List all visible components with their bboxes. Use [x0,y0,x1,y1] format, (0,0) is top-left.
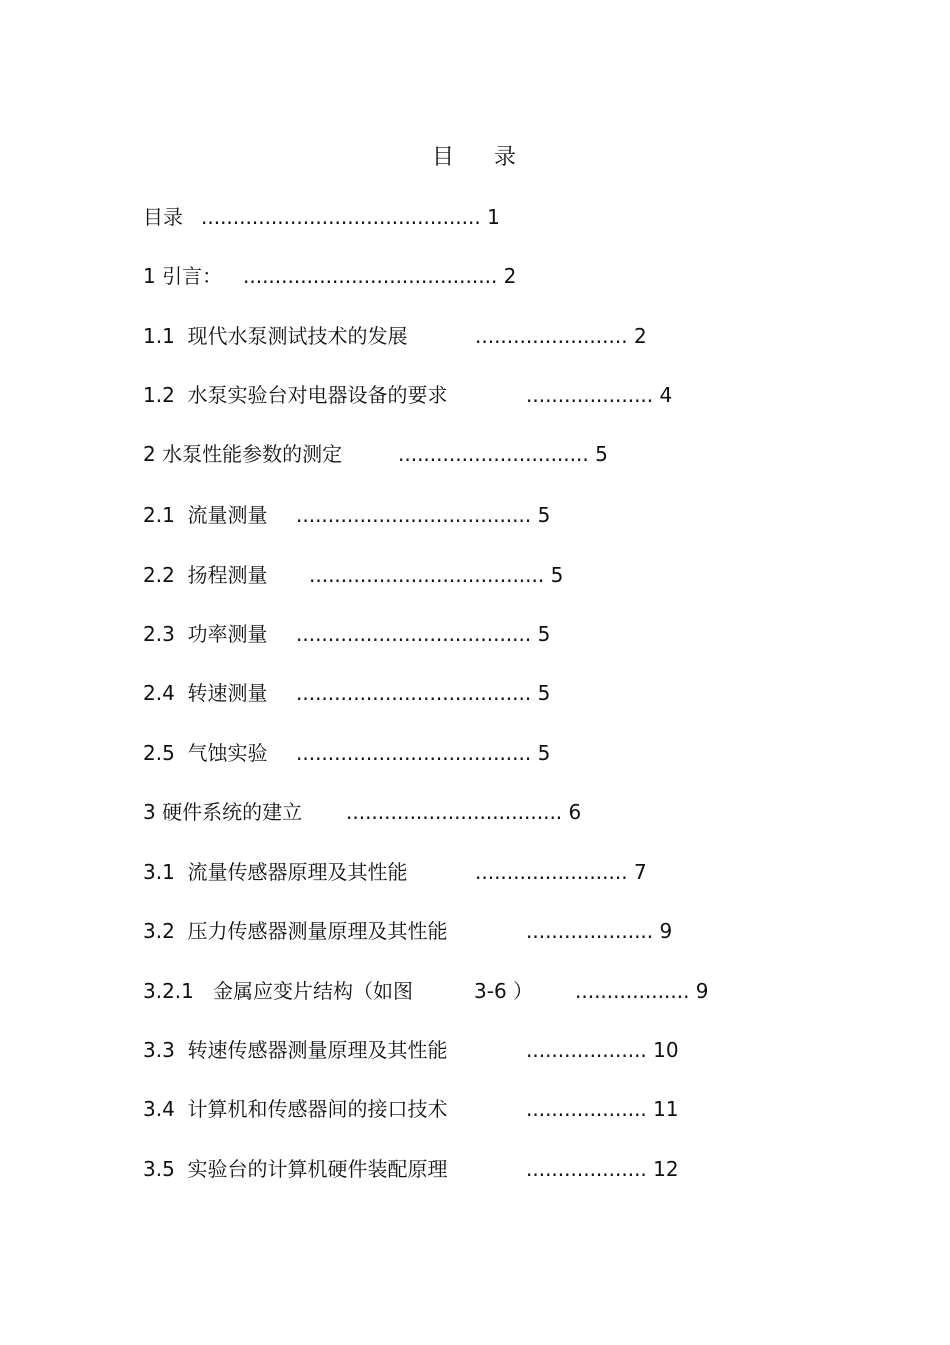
toc-entry-number: 3.4 [143,1097,175,1121]
page-title-left: 目 [431,145,456,170]
toc-entry-3-1[interactable] [143,857,647,887]
toc-entry-page: 11 [653,1097,679,1121]
toc-entry-number: 2.5 [143,741,175,765]
toc-entry-page: 7 [633,860,647,884]
toc-entry-number: 3.2 [143,919,175,943]
toc-entry-2-3[interactable] [143,619,551,649]
toc-entry-title: 实验台的计算机硬件装配原理 [187,1157,448,1181]
toc-entry-number: 2 [143,442,156,466]
toc-entry-page: 5 [550,563,564,587]
toc-entry-contents[interactable] [143,202,500,232]
toc-entry-title: 流量传感器原理及其性能 [187,860,408,884]
toc-entry-page: 2 [633,324,647,348]
toc-entry-number: 2.3 [143,622,175,646]
toc-entry-title: 金属应变片结构（如图 [212,979,413,1003]
toc-entry-title: 气蚀实验 [187,741,268,765]
toc-entry-leader-and-page: ............................................ 1 [201,205,500,229]
page-title-right: 录 [494,145,519,170]
toc-entry-title: 计算机和传感器间的接口技术 [187,1097,448,1121]
toc-entry-number: 1 [143,264,156,288]
toc-entry-title: 引言： [162,264,223,288]
toc-entry-leader-and-page: .................. 9 [575,979,709,1003]
toc-entry-number: 3.3 [143,1038,175,1062]
toc-entry-page: 6 [568,800,582,824]
toc-entry-leader-and-page: ..................................... 5 [309,563,564,587]
toc-entry-page: 5 [537,681,551,705]
toc-entry-3[interactable] [143,797,582,827]
toc-entry-leader-and-page: ..................................... 5 [296,622,551,646]
toc-entry-title: 功率测量 [187,622,268,646]
toc-entry-page: 5 [595,442,608,466]
toc-entry-page: 2 [503,264,517,288]
toc-entry-2-1[interactable] [143,500,551,530]
toc-entry-leader-and-page: .............................. 5 [398,442,608,466]
toc-entry-title: 水泵性能参数的测定 [162,442,343,466]
toc-entry-leader-and-page: ..................................... 5 [296,681,551,705]
toc-entry-number: 3.5 [143,1157,175,1181]
toc-entry-leader-and-page: .................................. 6 [346,800,582,824]
toc-entry-number: 2.4 [143,681,175,705]
toc-entry-2[interactable] [143,439,608,469]
toc-entry-page: 4 [659,383,673,407]
toc-entry-page: 9 [695,979,709,1003]
toc-entry-number: 3.1 [143,860,175,884]
toc-entry-1-1[interactable] [143,321,647,351]
toc-entry-number: 3 [143,800,156,824]
toc-entry-page: 12 [653,1157,679,1181]
toc-entry-1[interactable] [143,261,517,291]
toc-entry-leader-and-page: ................... 10 [526,1038,679,1062]
toc-entry-2-4[interactable] [143,678,551,708]
toc-entry-3-2-1[interactable] [143,976,709,1006]
toc-entry-2-2[interactable] [143,560,564,590]
toc-entry-3-4[interactable] [143,1094,679,1124]
toc-entry-3-3[interactable] [143,1035,679,1065]
toc-entry-leader-and-page: .................... 9 [526,919,673,943]
toc-entry-leader-and-page: ................... 12 [526,1157,679,1181]
toc-entry-title: 转速测量 [187,681,268,705]
toc-entry-1-2[interactable] [143,380,673,410]
toc-entry-leader-and-page: ..................................... 5 [296,503,551,527]
toc-entry-2-5[interactable] [143,738,551,768]
toc-entry-leader-and-page: ................... 11 [526,1097,679,1121]
toc-entry-title: 流量测量 [187,503,268,527]
toc-entry-number: 2.1 [143,503,175,527]
toc-entry-number: 2.2 [143,563,175,587]
toc-entry-number: 3.2.1 [143,979,194,1003]
toc-entry-title: 扬程测量 [187,563,268,587]
toc-entry-number: 1.1 [143,324,175,348]
toc-entry-leader-and-page: ........................................ 2 [243,264,517,288]
toc-entry-page: 5 [537,741,551,765]
toc-entry-figure-ref: 3-6 ） [474,979,534,1003]
toc-entry-page: 1 [487,205,500,229]
toc-entry-page: 10 [653,1038,679,1062]
toc-entry-leader-and-page: .................... 4 [526,383,673,407]
toc-entry-page: 5 [537,622,551,646]
toc-entry-3-2[interactable] [143,916,673,946]
toc-entry-title: 水泵实验台对电器设备的要求 [187,383,448,407]
toc-entry-title: 硬件系统的建立 [162,800,303,824]
toc-entry-title: 目录 [143,205,183,229]
toc-entry-3-5[interactable] [143,1154,679,1184]
toc-entry-page: 9 [659,919,673,943]
toc-entry-leader-and-page: ........................ 7 [475,860,647,884]
toc-entry-page: 5 [537,503,551,527]
toc-entry-title: 现代水泵测试技术的发展 [187,324,408,348]
toc-entry-leader-and-page: ..................................... 5 [296,741,551,765]
toc-entry-title: 压力传感器测量原理及其性能 [187,919,448,943]
toc-entry-number: 1.2 [143,383,175,407]
toc-entry-title: 转速传感器测量原理及其性能 [187,1038,448,1062]
toc-entry-leader-and-page: ........................ 2 [475,324,647,348]
